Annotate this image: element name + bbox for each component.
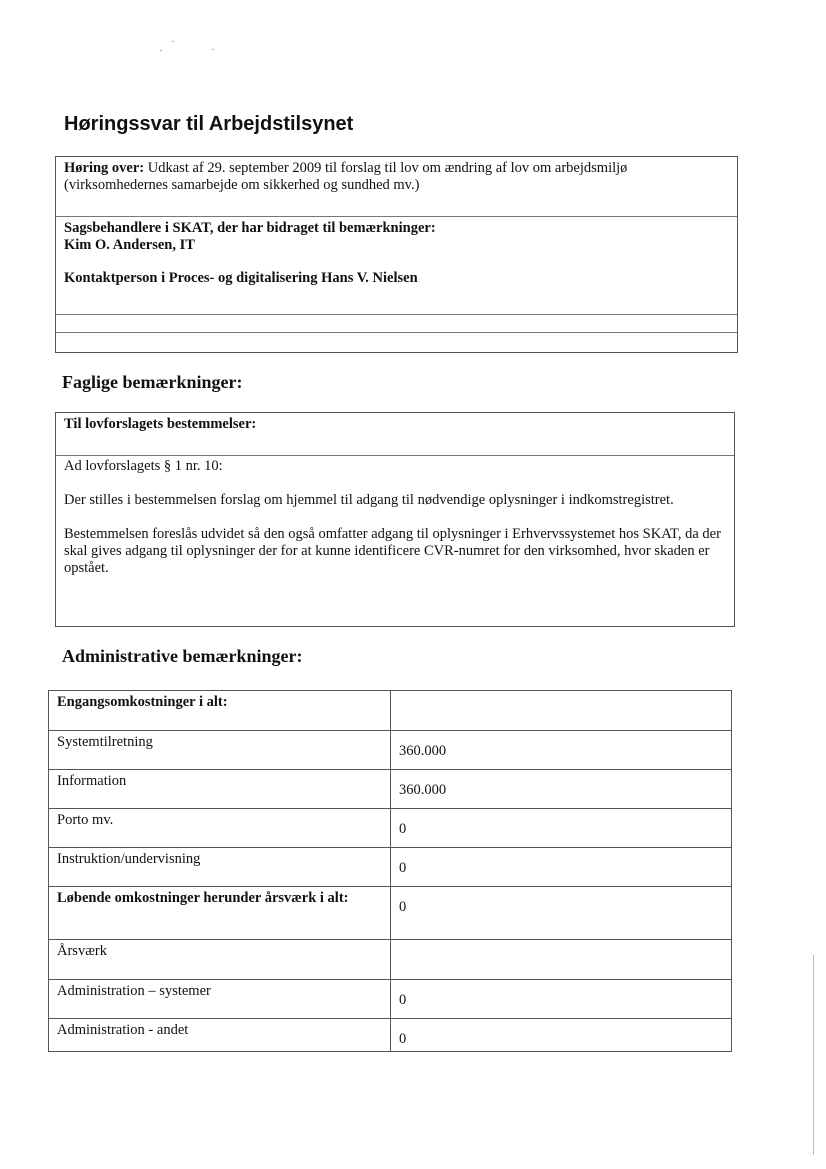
hearing-info-box — [55, 156, 738, 353]
hearing-label: Høring over: — [64, 160, 145, 176]
cost-label: Løbende omkostninger herunder årsværk i alt: — [49, 887, 391, 940]
cost-label: Engangsomkostninger i alt: — [49, 691, 391, 731]
cost-label: Administration – systemer — [49, 980, 391, 1019]
table-row — [49, 809, 732, 848]
scan-edge-line — [813, 955, 814, 1155]
cost-value: 0 — [391, 980, 732, 1019]
cost-label: Instruktion/undervisning — [49, 848, 391, 887]
contact-person: Kontaktperson i Proces- og digitalisering Hans V. Nielsen — [64, 270, 418, 286]
hearing-text: Udkast af 29. september 2009 til forslag til lov om ændring af lov om arbejdsmiljø (virksomhedernes samarbejde om sikkerhed og sundhed mv.) — [64, 160, 628, 193]
table-row — [49, 1019, 732, 1052]
cost-value: 0 — [391, 887, 732, 940]
administrative-heading: Administrative bemærkninger: — [62, 646, 303, 666]
provision-reference: Ad lovforslagets § 1 nr. 10: — [64, 458, 223, 474]
scan-speck — [212, 49, 214, 50]
document-title: Høringssvar til Arbejdstilsynet — [64, 113, 354, 135]
scan-speck — [172, 41, 174, 42]
cost-label: Administration - andet — [49, 1019, 391, 1052]
cost-value: 0 — [391, 809, 732, 848]
administrative-costs-table — [48, 690, 732, 1052]
case-handlers-heading: Sagsbehandlere i SKAT, der har bidraget til bemærkninger: — [64, 220, 436, 236]
cost-label: Porto mv. — [49, 809, 391, 848]
cost-label: Information — [49, 770, 391, 809]
provision-paragraph-2: Bestemmelsen foreslås udvidet så den også omfatter adgang til oplysninger i Erhvervssystemet hos SKAT, da der skal gives adgang til oplysninger der for at kunne identificere CVR-numret for den virksomhed, hvor skaden er opstået. — [64, 526, 721, 576]
cost-value: 0 — [391, 848, 732, 887]
table-row — [49, 980, 732, 1019]
cost-value: 0 — [391, 1019, 732, 1052]
table-row — [49, 691, 732, 731]
provisions-body — [56, 456, 734, 579]
provisions-heading: Til lovforslagets bestemmelser: — [64, 416, 257, 432]
empty-row — [56, 333, 737, 352]
table-row — [49, 770, 732, 809]
hearing-row — [56, 157, 737, 217]
cost-value — [391, 691, 732, 731]
case-handlers-row — [56, 217, 737, 315]
cost-label: Årsværk — [49, 940, 391, 980]
table-row — [49, 887, 732, 940]
provisions-heading-row — [56, 413, 734, 456]
cost-label: Systemtilretning — [49, 731, 391, 770]
table-row — [49, 731, 732, 770]
case-handler-name: Kim O. Andersen, IT — [64, 237, 195, 253]
provision-paragraph-1: Der stilles i bestemmelsen forslag om hjemmel til adgang til nødvendige oplysninger i indkomstregistret. — [64, 492, 674, 508]
empty-row — [56, 315, 737, 333]
table-row — [49, 940, 732, 980]
cost-value: 360.000 — [391, 770, 732, 809]
table-row — [49, 848, 732, 887]
professional-heading: Faglige bemærkninger: — [62, 372, 243, 392]
cost-value: 360.000 — [391, 731, 732, 770]
professional-remarks-box — [55, 412, 735, 627]
scan-speck — [160, 50, 162, 51]
cost-value — [391, 940, 732, 980]
